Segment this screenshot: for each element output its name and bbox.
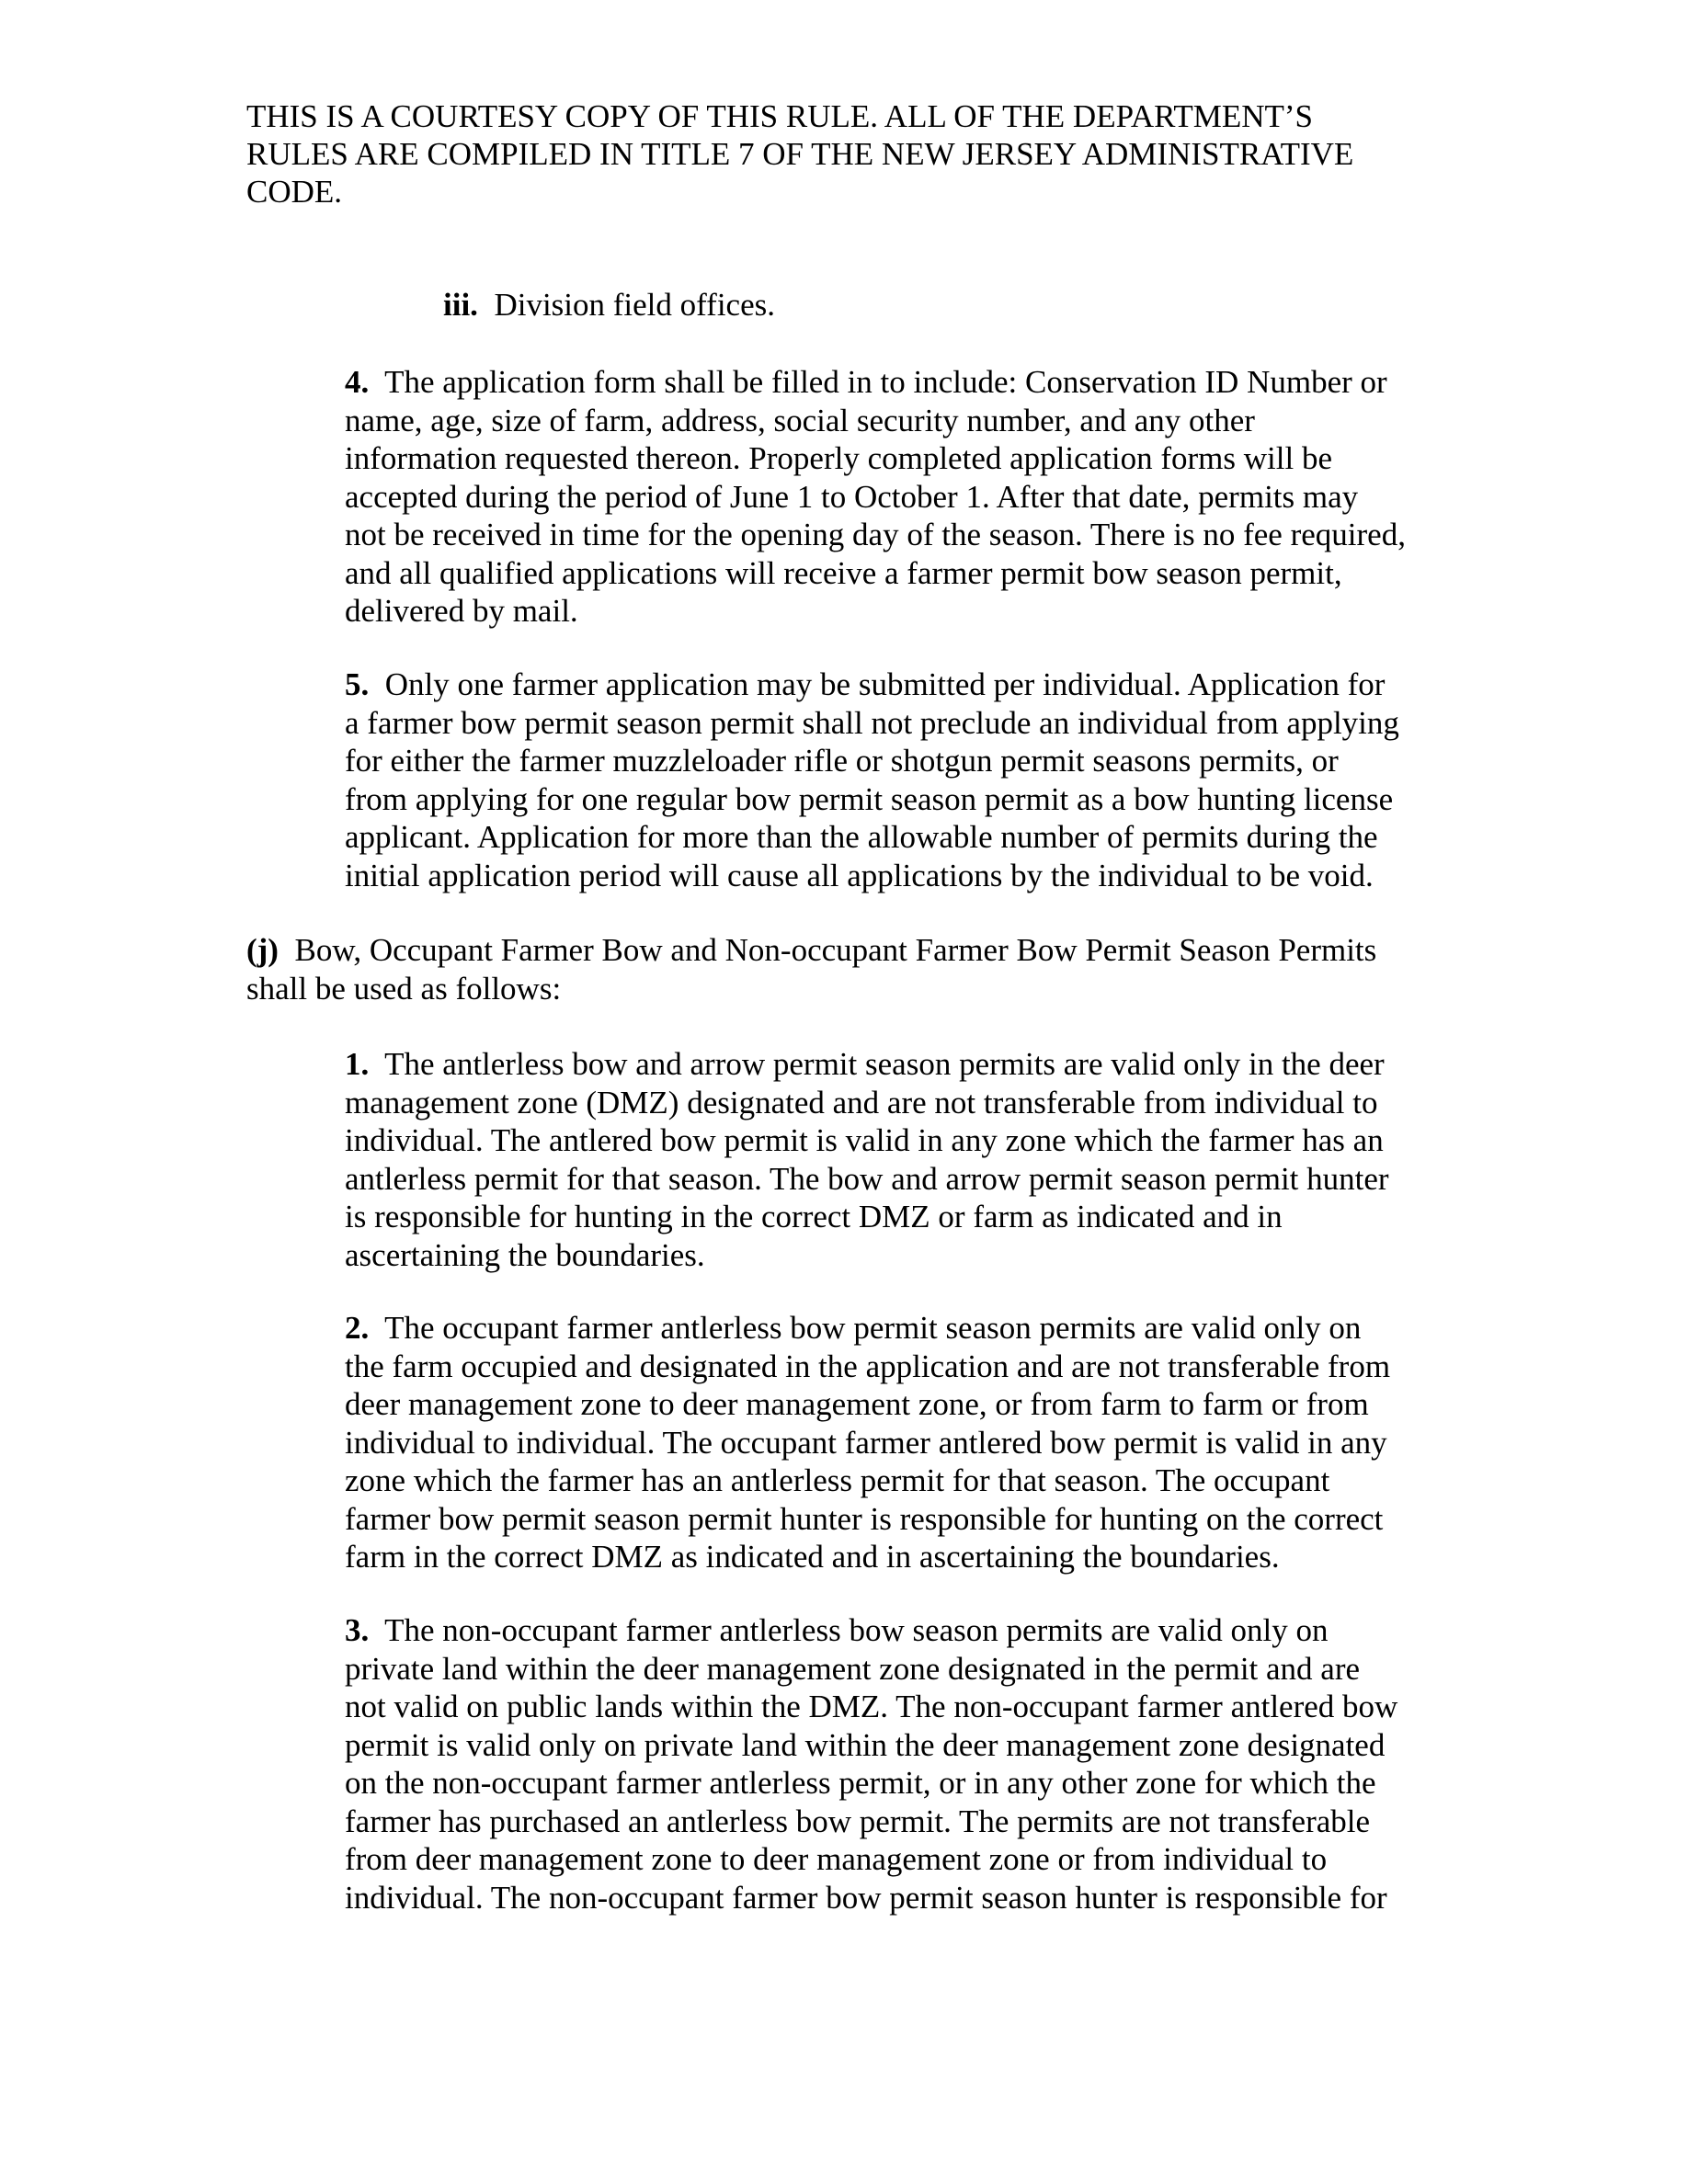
- paragraph-line: initial application period will cause all applications by the individual to be void.: [345, 857, 1374, 893]
- subsection-number: (j): [246, 932, 279, 968]
- courtesy-copy-header: [246, 97, 1534, 210]
- paragraph-number: 3.: [345, 1612, 370, 1648]
- header-line: CODE.: [246, 174, 343, 210]
- paragraph-line: [345, 1611, 1540, 1650]
- paragraph-line: farmer has purchased an antlerless bow permit. The permits are not transferable: [345, 1803, 1371, 1839]
- header-line: RULES ARE COMPILED IN TITLE 7 OF THE NEW JERSEY ADMINISTRATIVE: [246, 136, 1354, 172]
- paragraph-line: management zone (DMZ) designated and are not transferable from individual to: [345, 1084, 1378, 1120]
- paragraph-text: The application form shall be filled in to include: Conservation ID Number or: [384, 364, 1387, 400]
- paragraph-j-3: [345, 1611, 1540, 1917]
- paragraph-line: accepted during the period of June 1 to October 1. After that date, permits may: [345, 478, 1359, 515]
- paragraph-line: [345, 1309, 1540, 1348]
- paragraph-line: permit is valid only on private land within the deer management zone designated: [345, 1726, 1386, 1763]
- paragraph-number: 2.: [345, 1310, 370, 1346]
- paragraph-line: not valid on public lands within the DMZ. The non-occupant farmer antlered bow: [345, 1689, 1398, 1724]
- item-iii: [443, 286, 775, 324]
- paragraph-line: antlerless permit for that season. The bow and arrow permit season permit hunter: [345, 1160, 1389, 1197]
- paragraph-text: The antlerless bow and arrow permit season permits are valid only in the deer: [384, 1046, 1385, 1082]
- paragraph-line: [345, 363, 1540, 402]
- paragraph-line: the farm occupied and designated in the application and are not transferable from: [345, 1348, 1391, 1384]
- paragraph-j-2: [345, 1309, 1540, 1576]
- paragraph-line: individual to individual. The occupant farmer antlered bow permit is valid in any: [345, 1424, 1387, 1461]
- paragraph-line: farmer bow permit season permit hunter is responsible for hunting on the correct: [345, 1500, 1384, 1537]
- paragraph-line: farm in the correct DMZ as indicated and in ascertaining the boundaries.: [345, 1539, 1280, 1575]
- paragraph-line: not be received in time for the opening day of the season. There is no fee required,: [345, 517, 1406, 552]
- paragraph-text: The occupant farmer antlerless bow permit season permits are valid only on: [384, 1310, 1362, 1346]
- paragraph-text: Bow, Occupant Farmer Bow and Non-occupant Farmer Bow Permit Season Permits: [294, 932, 1377, 968]
- paragraph-line: individual. The antlered bow permit is valid in any zone which the farmer has an: [345, 1122, 1384, 1158]
- item-text: Division field offices.: [494, 287, 775, 323]
- paragraph-line: delivered by mail.: [345, 593, 578, 629]
- paragraph-line: a farmer bow permit season permit shall not preclude an individual from applying: [345, 704, 1399, 741]
- paragraph-number: 5.: [345, 666, 370, 702]
- paragraph-line: information requested thereon. Properly completed application forms will be: [345, 440, 1332, 476]
- paragraph-line: deer management zone to deer management zone, or from farm to farm or from: [345, 1386, 1369, 1422]
- paragraph-text: The non-occupant farmer antlerless bow season permits are valid only on: [384, 1612, 1329, 1648]
- paragraph-line: from applying for one regular bow permit season permit as a bow hunting license: [345, 780, 1394, 817]
- paragraph-number: 4.: [345, 364, 370, 400]
- paragraph-number: 1.: [345, 1046, 370, 1082]
- item-iii-line: [443, 286, 775, 324]
- paragraph-text: Only one farmer application may be submitted per individual. Application for: [384, 666, 1386, 702]
- paragraph-line: on the non-occupant farmer antlerless permit, or in any other zone for which the: [345, 1765, 1376, 1801]
- paragraph-line: zone which the farmer has an antlerless permit for that season. The occupant: [345, 1462, 1330, 1498]
- item-number: iii.: [443, 287, 478, 323]
- paragraph-line: for either the farmer muzzleloader rifle or shotgun permit seasons permits, or: [345, 743, 1339, 779]
- paragraph-line: private land within the deer management zone designated in the permit and are: [345, 1650, 1361, 1687]
- paragraph-j-1: [345, 1045, 1540, 1274]
- paragraph-5: [345, 665, 1540, 894]
- paragraph-line: name, age, size of farm, address, social security number, and any other: [345, 402, 1255, 438]
- paragraph-line: applicant. Application for more than the allowable number of permits during the: [345, 819, 1378, 855]
- paragraph-line: and all qualified applications will receive a farmer permit bow season permit,: [345, 554, 1342, 591]
- paragraph-4: [345, 363, 1540, 631]
- paragraph-line: ascertaining the boundaries.: [345, 1236, 705, 1273]
- paragraph-line: [345, 1045, 1540, 1084]
- subsection-j: [246, 931, 1534, 1007]
- paragraph-line: [246, 931, 1534, 970]
- paragraph-line: [345, 665, 1540, 704]
- paragraph-line: individual. The non-occupant farmer bow permit season hunter is responsible for: [345, 1879, 1387, 1916]
- header-line: THIS IS A COURTESY COPY OF THIS RULE. ALL OF THE DEPARTMENT’S: [246, 98, 1314, 134]
- paragraph-line: is responsible for hunting in the correct DMZ or farm as indicated and in: [345, 1199, 1283, 1234]
- paragraph-line: from deer management zone to deer management zone or from individual to: [345, 1841, 1328, 1877]
- paragraph-line: shall be used as follows:: [246, 970, 562, 1007]
